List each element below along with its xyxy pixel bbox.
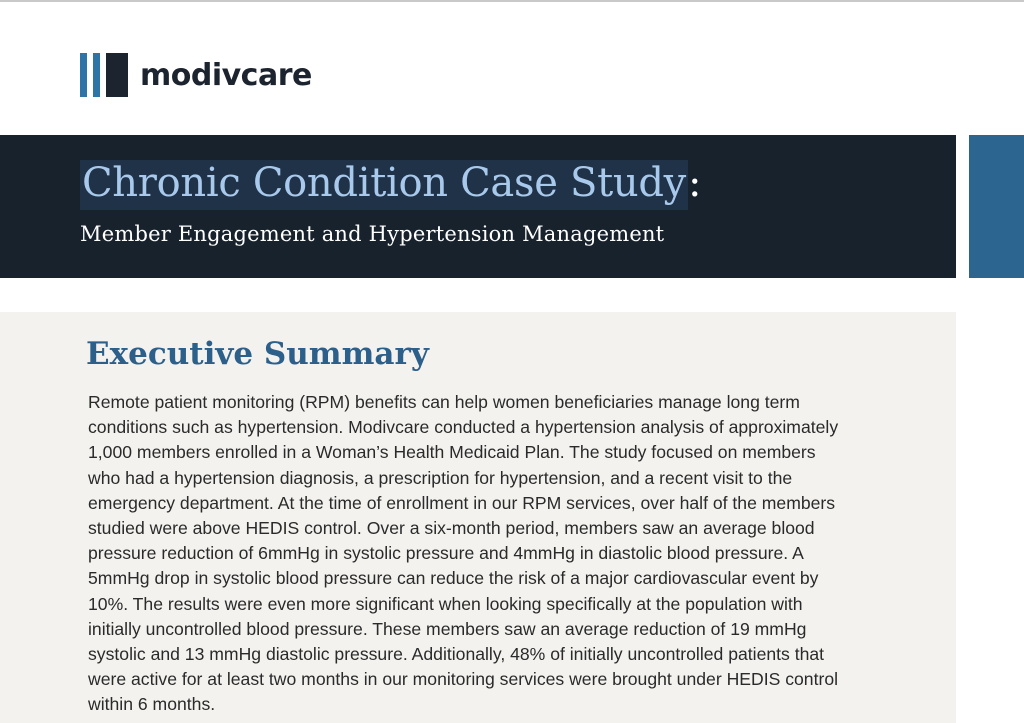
logo-wordmark: modivcare: [140, 57, 312, 93]
logo-bar: [80, 53, 87, 97]
paragraph-line: were active for at least two months in our monitoring services were brought under HEDIS control: [88, 669, 839, 690]
paragraph-line: 1,000 members enrolled in a Woman’s Health Medicaid Plan. The study focused on members: [88, 442, 816, 463]
summary-paragraph: [88, 390, 938, 718]
paragraph-line: initially uncontrolled blood pressure. These members saw an average reduction of 19 mmHg: [88, 618, 807, 639]
logo-mark-icon: [80, 53, 128, 97]
page-title: Chronic Condition Case Study: [80, 160, 688, 210]
paragraph-line: emergency department. At the time of enrollment in our RPM services, over half of the members: [88, 492, 836, 513]
paragraph-line: studied were above HEDIS control. Over a six-month period, members saw an average blood: [88, 518, 815, 539]
paragraph-line: who had a hypertension diagnosis, a prescription for hypertension, and a recent visit to the: [88, 467, 793, 488]
decorative-side-block: [969, 135, 1024, 278]
paragraph-line: conditions such as hypertension. Modivcare conducted a hypertension analysis of approximately: [88, 417, 839, 438]
paragraph-line: 5mmHg drop in systolic blood pressure can reduce the risk of a major cardiovascular event by: [88, 568, 819, 589]
paragraph-line: pressure reduction of 6mmHg in systolic pressure and 4mmHg in diastolic blood pressure. A: [88, 543, 804, 564]
title-colon: :: [687, 160, 702, 206]
paragraph-line: Remote patient monitoring (RPM) benefits can help women beneficiaries manage long term: [88, 392, 800, 412]
top-divider: [0, 0, 1024, 2]
page-subtitle: Member Engagement and Hypertension Management: [80, 222, 665, 246]
paragraph-line: within 6 months.: [88, 694, 216, 715]
paragraph-line: systolic and 13 mmHg diastolic pressure. Additionally, 48% of initially uncontrolled patients that: [88, 644, 825, 665]
modivcare-logo: [80, 52, 312, 98]
banner-title-row: [80, 150, 701, 220]
paragraph-line: 10%. The results were even more significant when looking specifically at the population with: [88, 593, 803, 614]
section-heading: Executive Summary: [86, 336, 429, 372]
logo-bar: [93, 53, 100, 97]
logo-bar: [106, 53, 128, 97]
